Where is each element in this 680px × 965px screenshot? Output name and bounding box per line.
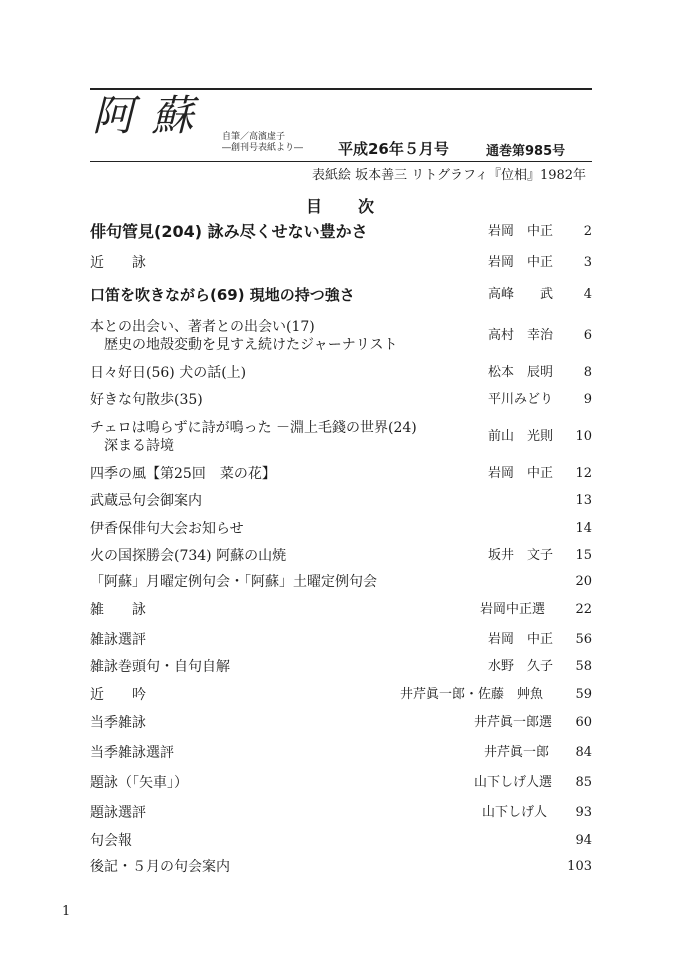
magazine-logo: 阿 蘇 xyxy=(92,91,196,140)
toc-entry-page: 14 xyxy=(575,521,592,536)
toc-entry xyxy=(90,631,592,651)
toc-entry-page: 10 xyxy=(575,429,592,444)
logo-caption-line1: 自筆／高濱虚子 xyxy=(222,132,286,142)
toc-entry xyxy=(90,832,592,852)
toc-entry-page: 6 xyxy=(583,328,592,343)
toc-entry-page: 3 xyxy=(583,255,592,270)
toc-entry xyxy=(90,391,592,411)
toc-entry-title: 後記・５月の句会案内 xyxy=(90,859,230,875)
toc-entry-page: 15 xyxy=(575,548,592,563)
toc-entry-author: 岩岡 中正 xyxy=(488,224,554,239)
toc-entry-title: 雑詠選評 xyxy=(90,632,146,648)
toc-entry-page: 84 xyxy=(575,745,592,760)
toc-entry-author: 岩岡 中正 xyxy=(488,466,554,481)
toc-entry xyxy=(90,714,592,734)
toc-entry-author: 井芹眞一郎・佐藤 艸魚 xyxy=(400,687,544,702)
toc-entry xyxy=(90,573,592,593)
toc-entry-page: 12 xyxy=(575,466,592,481)
toc-entry-page: 56 xyxy=(575,632,592,647)
toc-entry-title: 伊香保俳句大会お知らせ xyxy=(90,521,244,537)
toc-entry-page: 22 xyxy=(575,602,592,617)
toc-entry xyxy=(90,601,592,621)
toc-title: 目次 xyxy=(305,197,410,216)
toc-entry-author: 水野 久子 xyxy=(488,659,554,674)
toc-entry-title: 口笛を吹きながら(69) 現地の持つ強さ xyxy=(90,286,355,304)
toc-entry xyxy=(90,686,592,706)
issue-date: 平成26年５月号 xyxy=(338,140,449,158)
header-bottom-rule xyxy=(90,161,592,162)
toc-entry xyxy=(90,254,592,274)
toc-entry-title: 題詠選評 xyxy=(90,805,146,821)
toc-entry-author: 前山 光則 xyxy=(488,429,554,444)
toc-entry-author: 岩岡中正選 xyxy=(480,602,546,617)
toc-entry-page: 4 xyxy=(583,287,592,302)
toc-entry-title: 好きな句散歩(35) xyxy=(90,392,203,408)
toc-entry xyxy=(90,419,592,457)
toc-entry-page: 60 xyxy=(575,715,592,730)
toc-entry xyxy=(90,492,592,512)
toc-entry xyxy=(90,547,592,567)
header-top-rule xyxy=(90,88,592,90)
toc-entry-title: 句会報 xyxy=(90,833,132,849)
toc-entry-page: 59 xyxy=(575,687,592,702)
toc-entry-author: 井芹眞一郎 xyxy=(484,745,550,760)
toc-entry-author: 岩岡 中正 xyxy=(488,632,554,647)
toc-entry xyxy=(90,223,592,243)
toc-entry-title: 武蔵忌句会御案内 xyxy=(90,493,202,509)
toc-entry-author: 松本 辰明 xyxy=(488,365,554,380)
toc-entry xyxy=(90,804,592,824)
toc-entry-title: 四季の風【第25回 菜の花】 xyxy=(90,466,276,482)
toc-entry xyxy=(90,774,592,794)
toc-entry xyxy=(90,364,592,384)
logo-caption-line2: ―創刊号表紙より― xyxy=(222,143,304,153)
toc-entry-title: 俳句管見(204) 詠み尽くせない豊かさ xyxy=(90,222,368,241)
toc-entry-author: 井芹眞一郎選 xyxy=(474,715,553,730)
toc-entry xyxy=(90,465,592,485)
toc-entry-author: 高峰 武 xyxy=(488,287,554,302)
cover-credit: 表紙絵 坂本善三 リトグラフィ『位相』1982年 xyxy=(312,168,587,183)
toc-entry-title: 当季雑詠 xyxy=(90,715,146,731)
toc-entry-title: 「阿蘇」月曜定例句会・「阿蘇」土曜定例句会 xyxy=(90,574,377,590)
toc-entry-page: 58 xyxy=(575,659,592,674)
toc-entry-page: 2 xyxy=(583,224,592,239)
toc-entry-title: 近 吟 xyxy=(90,687,146,703)
toc-entry-page: 94 xyxy=(575,833,592,848)
toc-entry-title: 近 詠 xyxy=(90,255,146,271)
toc-entry-subtitle: 深まる詩境 xyxy=(104,438,174,454)
toc-entry-page: 93 xyxy=(575,805,592,820)
toc-entry-author: 山下しげ人選 xyxy=(474,775,553,790)
toc-entry-author: 岩岡 中正 xyxy=(488,255,554,270)
volume-number: 通巻第985号 xyxy=(486,144,566,159)
toc-entry-title: 日々好日(56) 犬の話(上) xyxy=(90,365,247,381)
toc-entry xyxy=(90,318,592,356)
toc-entry-page: 85 xyxy=(575,775,592,790)
toc-entry-title: 雑詠巻頭句・自句自解 xyxy=(90,659,230,675)
toc-entry xyxy=(90,858,592,878)
logo-caption xyxy=(222,132,303,154)
toc-entry xyxy=(90,520,592,540)
toc-entry-page: 8 xyxy=(583,365,592,380)
toc-entry-author: 山下しげ人 xyxy=(482,805,548,820)
toc-entry-title: 本との出会い、著者との出会い(17) xyxy=(90,319,315,335)
toc-entry-title: 当季雑詠選評 xyxy=(90,745,174,761)
toc-entry-page: 9 xyxy=(583,392,592,407)
toc-entry xyxy=(90,744,592,764)
toc-entry-author: 高村 幸治 xyxy=(488,328,554,343)
toc-entry-title: 題詠（「矢車」） xyxy=(90,775,188,791)
toc-entry-author: 坂井 文子 xyxy=(488,548,554,563)
page-number: 1 xyxy=(62,904,71,919)
toc-entry-subtitle: 歴史の地殻変動を見すえ続けたジャーナリスト xyxy=(104,337,398,353)
toc-entry-author: 平川みどり xyxy=(488,392,554,407)
toc-entry xyxy=(90,658,592,678)
toc-entry-title: 火の国探勝会(734) 阿蘇の山焼 xyxy=(90,548,287,564)
toc-entry-title: チェロは鳴らずに詩が鳴った －淵上毛錢の世界(24) xyxy=(90,420,417,436)
toc-entry-title: 雑 詠 xyxy=(90,602,146,618)
toc-entry-page: 20 xyxy=(575,574,592,589)
toc-entry xyxy=(90,286,592,306)
toc-entry-page: 103 xyxy=(567,859,592,874)
toc-entry-page: 13 xyxy=(575,493,592,508)
